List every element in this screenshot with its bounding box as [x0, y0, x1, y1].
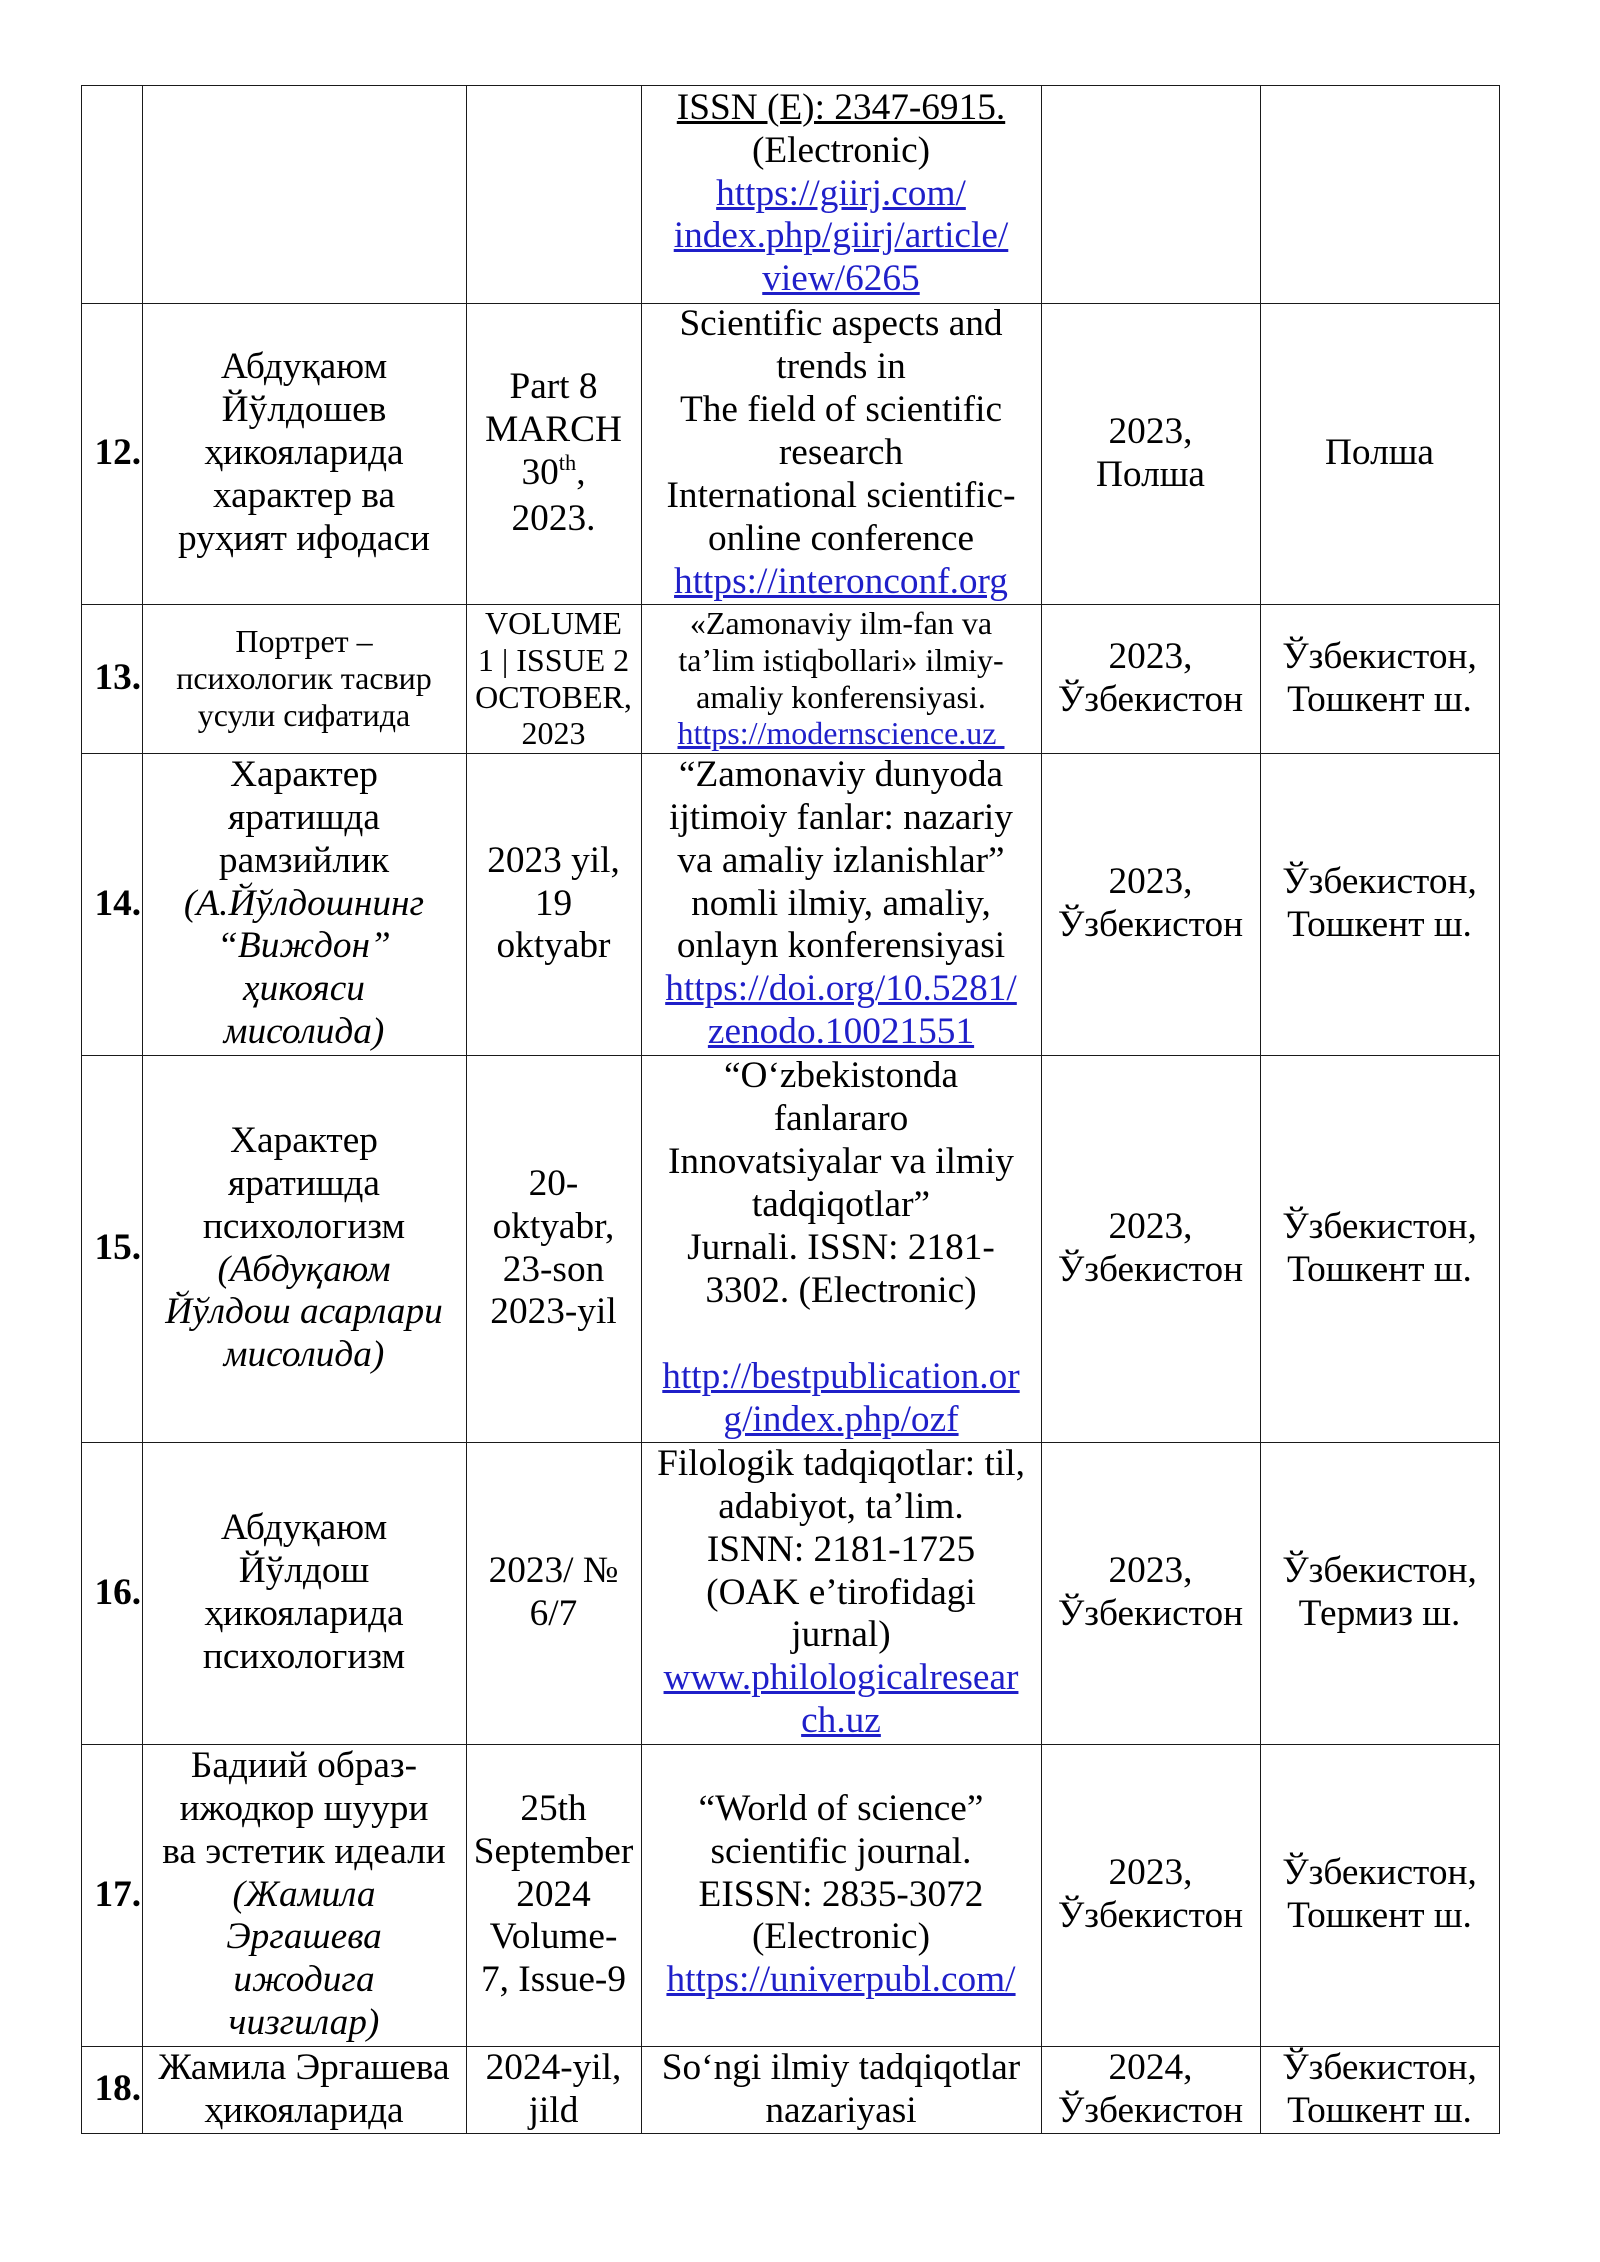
source-text: So‘ngi ilmiy tadqiqotlar nazariyasi: [661, 2046, 1021, 2131]
row-number: 13.: [94, 657, 142, 699]
place: Полша: [1325, 432, 1434, 474]
publication-date: 2023 yil, 19 oktyabr: [487, 839, 620, 967]
place: Ўзбекистон, Тошкент ш.: [1282, 1205, 1477, 1290]
source-text: (Electronic): [751, 129, 931, 171]
place: Ўзбекистон, Термиз ш.: [1282, 1550, 1477, 1634]
publication-date: VOLUME 1 | ISSUE 2 OCTOBER, 2023: [475, 604, 632, 752]
title-cell: [143, 1056, 467, 1443]
number-cell: [82, 1443, 143, 1745]
year-country: 2023, Ўзбекистон: [1057, 635, 1244, 720]
date-cell: [467, 86, 642, 304]
source-cell: [642, 1056, 1042, 1443]
source-cell: [642, 605, 1042, 754]
publication-date: 20- oktyabr, 23-son 2023-yil: [490, 1162, 617, 1333]
source-cell: [642, 86, 1042, 304]
source-text: Filologik tadqiqotlar: til, adabiyot, ta’lim. ISNN: 2181-1725 (OAK e’tirofidagi jurnal): [657, 1442, 1025, 1656]
place-cell: [1261, 1745, 1500, 2047]
year-country: 2023, Полша: [1096, 410, 1205, 495]
date-cell: [467, 1443, 642, 1745]
number-cell: [82, 1056, 143, 1443]
source-text: Scientific aspects and trends in The field of scientific research International scientific- online conference: [666, 303, 1016, 559]
year-country-cell: [1042, 605, 1261, 754]
topic-title: Абдуқаюм Йўлдош ҳикояларида психологизм: [202, 1507, 406, 1677]
title-cell: [143, 605, 467, 754]
number-cell: [82, 754, 143, 1056]
source-text: “Zamonaviy dunyoda ijtimoiy fanlar: nazariy va amaliy izlanishlar” nomli ilmiy, amaliy, onlayn konferensiyasi: [669, 753, 1013, 967]
topic-title: Бадиий образ- ижодкор шуури ва эстетик идеали: [162, 1744, 446, 1872]
place-cell: [1261, 2047, 1500, 2134]
title-cell: [143, 2047, 467, 2134]
date-cell: [467, 2047, 642, 2134]
date-cell: [467, 1745, 642, 2047]
row-number: 14.: [94, 882, 142, 924]
number-cell: [82, 2047, 143, 2134]
number-cell: [82, 304, 143, 605]
title-cell: [143, 754, 467, 1056]
topic-subtitle: (Абдуқаюм Йўлдош асарлари мисолида): [165, 1248, 443, 1376]
issn-text: ISSN (E): 2347-6915.: [676, 86, 1006, 128]
publication-date: Part 8 MARCH: [485, 365, 622, 450]
source-cell: [642, 2047, 1042, 2134]
date-cell: [467, 304, 642, 605]
year-country-cell: [1042, 1443, 1261, 1745]
place: Ўзбекистон, Тошкент ш.: [1282, 1852, 1477, 1936]
place-cell: [1261, 1056, 1500, 1443]
place: Ўзбекистон, Тошкент ш.: [1282, 635, 1477, 720]
year-country-cell: [1042, 86, 1261, 304]
place-cell: [1261, 86, 1500, 304]
row-number: 17.: [94, 1873, 142, 1915]
source-text: «Zamonaviy ilm-fan va ta’lim istiqbollari» ilmiy- amaliy konferensiyasi.: [678, 604, 1004, 715]
place-cell: [1261, 605, 1500, 754]
year-country-cell: [1042, 2047, 1261, 2134]
place-cell: [1261, 1443, 1500, 1745]
topic-title: Портрет – психологик тасвир усули сифатида: [176, 623, 432, 733]
day-suffix: th: [558, 450, 577, 476]
year-country-cell: [1042, 304, 1261, 605]
place-cell: [1261, 754, 1500, 1056]
year-country-cell: [1042, 1745, 1261, 2047]
number-cell: [82, 605, 143, 754]
topic-subtitle: (А.Йўлдошнинг “Виждон” ҳикояси мисолида): [183, 882, 425, 1053]
year-country: 2024, Ўзбекистон: [1057, 2046, 1244, 2131]
source-text: “World of science” scientific journal. EISSN: 2835-3072 (Electronic): [698, 1787, 984, 1958]
title-cell: [143, 304, 467, 605]
publication-date: 25th September 2024 Volume- 7, Issue-9: [473, 1787, 634, 2001]
date-cell: [467, 605, 642, 754]
publications-table: [81, 85, 1500, 2134]
title-cell: [143, 1745, 467, 2047]
year-country: 2023, Ўзбекистон: [1057, 1852, 1244, 1936]
topic-title: Характер яратишда психологизм: [202, 1119, 406, 1247]
publication-year: 2023.: [511, 498, 596, 540]
row-number: 18.: [94, 2068, 142, 2110]
topic-title: Характер яратишда рамзийлик: [218, 753, 390, 881]
year-country-cell: [1042, 1056, 1261, 1443]
publication-date: 2024-yil, jild: [485, 2046, 622, 2131]
date-cell: [467, 1056, 642, 1443]
source-link[interactable]: https://modernscience.uz: [677, 715, 1005, 752]
row-number: 12.: [94, 432, 142, 474]
source-cell: [642, 1745, 1042, 2047]
date-cell: [467, 754, 642, 1056]
source-cell: [642, 304, 1042, 605]
source-text: “O‘zbekistonda fanlararo Innovatsiyalar va ilmiy tadqiqotlar” Jurnali. ISSN: 2181- 3302. (Electronic): [668, 1055, 1014, 1311]
row-number: 15.: [94, 1227, 142, 1269]
title-cell: [143, 86, 467, 304]
row-number: 16.: [94, 1571, 142, 1613]
year-country-cell: [1042, 754, 1261, 1056]
title-cell: [143, 1443, 467, 1745]
source-cell: [642, 754, 1042, 1056]
place: Ўзбекистон, Тошкент ш.: [1282, 2046, 1477, 2131]
place: Ўзбекистон, Тошкент ш.: [1282, 861, 1477, 945]
source-link[interactable]: https://interonconf.org: [674, 560, 1008, 602]
number-cell: [82, 1745, 143, 2047]
day-comma: ,: [576, 451, 586, 493]
source-link[interactable]: www.philologicalresear ch.uz: [663, 1657, 1019, 1742]
publication-day: [521, 452, 585, 499]
topic-subtitle: (Жамила Эргашева ижодига чизгилар): [226, 1873, 382, 2044]
topic-title: Абдуқаюм Йўлдошев ҳикояларида характер ва руҳият ифодаси: [178, 346, 430, 559]
day-number: 30: [521, 451, 559, 493]
year-country: 2023, Ўзбекистон: [1057, 1550, 1244, 1634]
source-link[interactable]: http://bestpublication.or g/index.php/ozf: [662, 1355, 1020, 1440]
source-link[interactable]: https://univerpubl.com/: [666, 1959, 1016, 2001]
year-country: 2023, Ўзбекистон: [1057, 861, 1244, 945]
place-cell: [1261, 304, 1500, 605]
source-cell: [642, 1443, 1042, 1745]
source-link[interactable]: https://doi.org/10.5281/ zenodo.10021551: [665, 968, 1017, 1053]
topic-title: Жамила Эргашева ҳикояларида: [158, 2046, 450, 2131]
year-country: 2023, Ўзбекистон: [1057, 1205, 1244, 1290]
number-cell: [82, 86, 143, 304]
source-link[interactable]: https://giirj.com/ index.php/giirj/article/ view/6265: [673, 172, 1009, 300]
publication-date: 2023/ № 6/7: [488, 1550, 619, 1634]
